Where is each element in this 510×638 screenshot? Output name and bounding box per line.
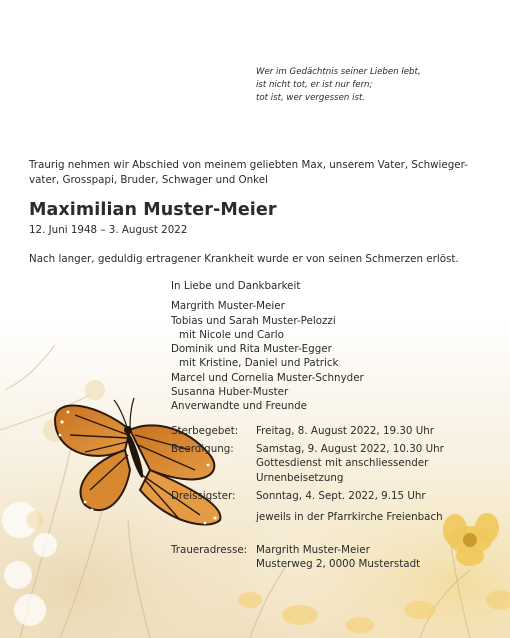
passing-statement: Nach langer, geduldig ertragener Krankheit wurde er von seinen Schmerzen erlöst. [29, 253, 459, 265]
beerdigung-label: Beerdigung: [171, 443, 234, 455]
memorial-quote [256, 66, 421, 105]
quote-line: ist nicht tot, er ist nur fern; [256, 80, 373, 90]
beerdigung-line: Samstag, 9. August 2022, 10.30 Uhr [256, 443, 444, 455]
dreissigster-label: Dreissigster: [171, 490, 236, 502]
family-member: Marcel und Cornelia Muster-Schnyder [171, 371, 364, 384]
life-dates: 12. Juni 1948 – 3. August 2022 [29, 224, 188, 236]
address-line: Musterweg 2, 0000 Musterstadt [256, 558, 421, 571]
family-heading: In Liebe und Dankbarkeit [171, 280, 301, 292]
intro-line: vater, Grosspapi, Bruder, Schwager und Onkel [29, 174, 268, 186]
address-line: Margrith Muster-Meier [256, 544, 370, 556]
quote-line: Wer im Gedächtnis seiner Lieben lebt, [256, 67, 421, 77]
quote-line: tot ist, wer vergessen ist. [256, 93, 366, 103]
deceased-name: Maximilian Muster-Meier [29, 200, 277, 220]
family-member: Dominik und Rita Muster-Egger [171, 343, 332, 356]
family-member: mit Kristine, Daniel und Patrick [179, 357, 339, 370]
sterbegebet-label: Sterbegebet: [171, 425, 239, 437]
farewell-intro [29, 158, 468, 188]
mourners-list [171, 279, 364, 414]
sterbegebet-value: Freitag, 8. August 2022, 19.30 Uhr [256, 425, 435, 437]
family-member: Tobias und Sarah Muster-Pelozzi [171, 314, 336, 327]
church-location-note: jeweils in der Pfarrkirche Freienbach [256, 511, 443, 523]
family-member: Anverwandte und Freunde [171, 400, 307, 413]
dreissigster-value: Sonntag, 4. Sept. 2022, 9.15 Uhr [256, 490, 426, 502]
family-member: Susanna Huber-Muster [171, 386, 289, 399]
family-member: mit Nicole und Carlo [179, 328, 284, 341]
beerdigung-line: Urnenbeisetzung [256, 471, 344, 484]
beerdigung-value [256, 442, 444, 485]
intro-line: Traurig nehmen wir Abschied von meinem geliebten Max, unserem Vater, Schwieger- [29, 159, 468, 171]
traueradresse-label: Traueradresse: [171, 544, 248, 556]
beerdigung-line: Gottesdienst mit anschliessender [256, 457, 429, 470]
family-member: Margrith Muster-Meier [171, 300, 285, 313]
mourning-address [256, 543, 420, 572]
